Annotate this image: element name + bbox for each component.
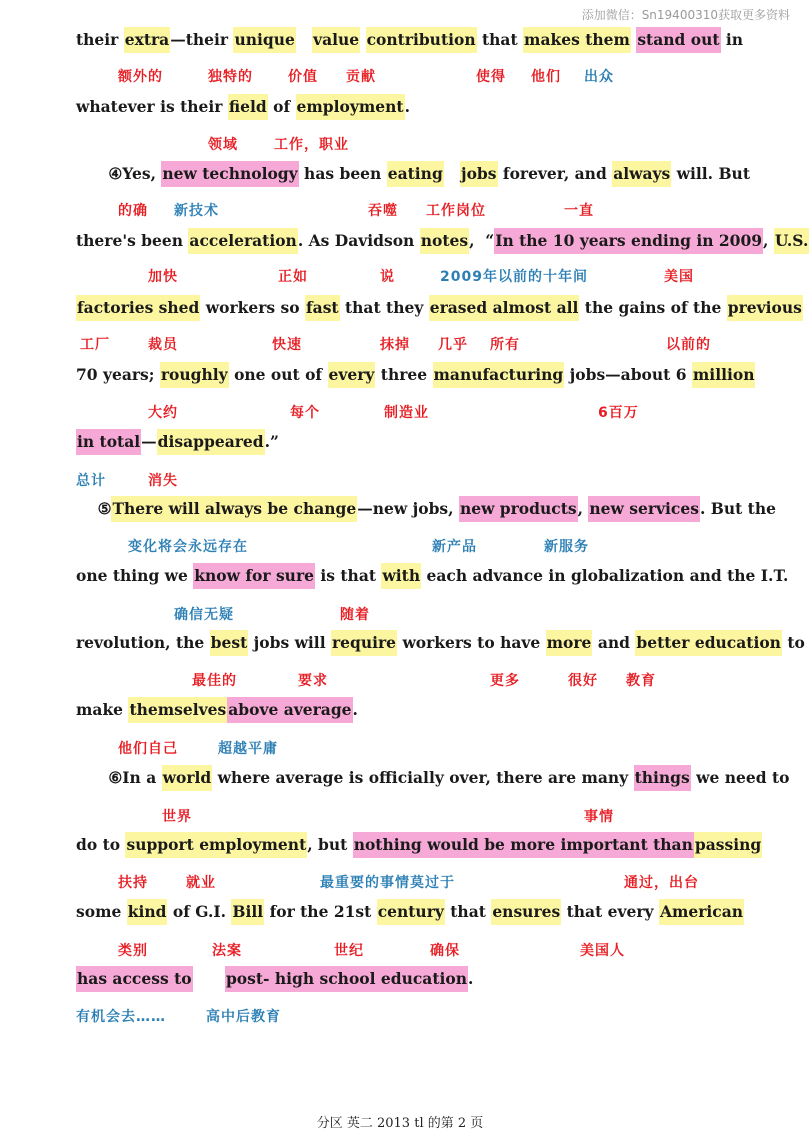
text-run: one thing we <box>76 566 194 585</box>
highlighted-phrase: manufacturing <box>433 362 565 388</box>
translation-note: 就业 <box>186 875 216 891</box>
text-run: ⑤ <box>76 499 112 518</box>
text-line <box>76 630 805 656</box>
translation-note: 新产品 <box>432 539 477 555</box>
highlighted-phrase: previous <box>727 295 803 321</box>
highlighted-phrase: There will always be change <box>111 496 357 522</box>
text-run <box>296 27 312 53</box>
text-run: for the 21st <box>264 902 377 921</box>
page-footer: 分区 英二 2013 tl 的第 2 页 <box>316 1116 484 1131</box>
highlighted-phrase: extra <box>124 27 170 53</box>
highlighted-phrase: eating <box>387 161 444 187</box>
text-run: forever, and <box>497 164 613 183</box>
text-run: that <box>444 902 492 921</box>
translation-note: 领域 <box>208 137 238 153</box>
translation-note: 的确 <box>118 203 148 219</box>
translation-note: 2009年以前的十年间 <box>440 269 588 285</box>
highlighted-phrase: above average <box>227 697 352 723</box>
text-run: the gains of the <box>579 298 727 317</box>
text-line <box>76 429 279 455</box>
text-run: jobs will <box>248 633 331 652</box>
text-line <box>76 94 410 120</box>
highlighted-phrase: In the 10 years ending in 2009 <box>494 228 763 254</box>
text-run: some <box>76 902 127 921</box>
highlighted-phrase: field <box>228 94 268 120</box>
highlighted-phrase: makes them <box>523 27 631 53</box>
text-run: 70 years; <box>76 365 160 384</box>
translation-note: 快速 <box>272 337 302 353</box>
translation-note: 所有 <box>490 337 520 353</box>
text-run: is that <box>314 566 382 585</box>
translation-note: 使得 <box>476 69 506 85</box>
translation-note: 有机会去…… <box>76 1009 166 1025</box>
translation-note: 高中后教育 <box>206 1009 281 1025</box>
text-run: . <box>352 700 358 719</box>
text-line <box>76 295 803 321</box>
highlighted-phrase: always <box>612 161 671 187</box>
text-run: will. But <box>671 164 750 183</box>
text-run: —new jobs, <box>357 499 459 518</box>
text-run: . <box>404 97 410 116</box>
highlighted-phrase: has access to <box>76 966 193 992</box>
highlighted-phrase: in total <box>76 429 141 455</box>
highlighted-phrase: support employment <box>125 832 307 858</box>
highlighted-phrase: factories shed <box>76 295 200 321</box>
translation-note: 几乎 <box>438 337 468 353</box>
translation-note: 超越平庸 <box>218 741 278 757</box>
translation-note: 6百万 <box>598 405 639 421</box>
text-run: workers so <box>200 298 305 317</box>
text-run: revolution, the <box>76 633 210 652</box>
translation-note: 变化将会永远存在 <box>128 539 248 555</box>
highlighted-phrase: Bill <box>231 899 264 925</box>
translation-note: 要求 <box>298 673 328 689</box>
highlighted-phrase: employment <box>296 94 405 120</box>
text-run: their <box>76 30 124 49</box>
highlighted-phrase: new services <box>588 496 700 522</box>
highlighted-phrase: kind <box>127 899 168 925</box>
text-run: , “ <box>469 231 495 250</box>
highlighted-phrase: unique <box>233 27 295 53</box>
translation-note: 独特的 <box>208 69 253 85</box>
translation-note: 制造业 <box>384 405 429 421</box>
text-run: of G.I. <box>167 902 232 921</box>
translation-note: 贡献 <box>346 69 376 85</box>
text-run <box>444 161 460 187</box>
translation-note: 随着 <box>340 607 370 623</box>
translation-note: 出众 <box>584 69 614 85</box>
text-line <box>76 697 358 723</box>
text-run: in <box>720 30 744 49</box>
translation-note: 美国人 <box>580 943 625 959</box>
translation-note: 吞噬 <box>368 203 398 219</box>
highlighted-phrase: value <box>312 27 360 53</box>
translation-note: 世界 <box>162 809 192 825</box>
text-run: —their <box>170 30 234 49</box>
text-line <box>76 765 789 791</box>
translation-note: 抹掉 <box>380 337 410 353</box>
translation-note: 他们自己 <box>118 741 178 757</box>
highlighted-phrase: notes <box>420 228 469 254</box>
text-run: . <box>468 969 474 988</box>
translation-note: 以前的 <box>666 337 711 353</box>
highlighted-phrase: with <box>381 563 421 589</box>
text-run <box>193 966 225 992</box>
translation-note: 价值 <box>288 69 318 85</box>
text-run: there's been <box>76 231 189 250</box>
text-run: one out of <box>228 365 328 384</box>
translation-note: 确保 <box>430 943 460 959</box>
text-line <box>76 362 755 388</box>
text-run: that they <box>339 298 429 317</box>
text-run: that <box>476 30 524 49</box>
text-line <box>76 899 744 925</box>
text-run: . But the <box>699 499 776 518</box>
highlighted-phrase: American <box>659 899 744 925</box>
text-line <box>76 161 750 187</box>
translation-note: 确信无疑 <box>174 607 234 623</box>
translation-note: 正如 <box>278 269 308 285</box>
translation-note: 一直 <box>564 203 594 219</box>
translation-note: 总计 <box>76 473 106 489</box>
highlighted-phrase: world <box>162 765 213 791</box>
translation-note: 通过，出台 <box>624 875 699 891</box>
highlighted-phrase: stand out <box>636 27 720 53</box>
highlighted-phrase: themselves <box>128 697 227 723</box>
translation-note: 法案 <box>212 943 242 959</box>
text-run: where average is officially over, there are many <box>212 768 634 787</box>
translation-note: 教育 <box>626 673 656 689</box>
text-run: , <box>577 499 589 518</box>
translation-note: 事情 <box>584 809 614 825</box>
translation-note: 他们 <box>531 69 561 85</box>
translation-note: 工厂 <box>80 337 110 353</box>
highlighted-phrase: U.S. <box>774 228 809 254</box>
text-run: — <box>141 432 157 451</box>
translation-note: 工作，职业 <box>274 137 349 153</box>
text-line <box>76 563 788 589</box>
text-run: that every <box>561 902 659 921</box>
text-run: make <box>76 700 129 719</box>
text-run: each advance in globalization and the I.T. <box>421 566 789 585</box>
translation-note: 大约 <box>148 405 178 421</box>
highlighted-phrase: new technology <box>161 161 298 187</box>
text-run: workers to have <box>397 633 546 652</box>
translation-note: 最佳的 <box>192 673 237 689</box>
translation-note: 加快 <box>148 269 178 285</box>
translation-note: 新服务 <box>544 539 589 555</box>
highlighted-phrase: disappeared <box>157 429 265 455</box>
translation-note: 额外的 <box>118 69 163 85</box>
text-run: jobs—about 6 <box>564 365 692 384</box>
text-run: has been <box>298 164 387 183</box>
text-line <box>76 966 473 992</box>
translation-note: 工作岗位 <box>426 203 486 219</box>
translation-note: 最重要的事情莫过于 <box>320 875 455 891</box>
text-run: and <box>592 633 636 652</box>
highlighted-phrase: roughly <box>160 362 229 388</box>
translation-note: 新技术 <box>174 203 219 219</box>
highlighted-phrase: million <box>692 362 756 388</box>
translation-note: 更多 <box>490 673 520 689</box>
text-run: ④Yes, <box>76 164 162 183</box>
text-run: , but <box>307 835 353 854</box>
highlighted-phrase: require <box>331 630 397 656</box>
translation-note: 类别 <box>118 943 148 959</box>
highlighted-phrase: nothing would be more important than <box>353 832 694 858</box>
text-run: we need to <box>690 768 790 787</box>
highlighted-phrase: fast <box>305 295 340 321</box>
translation-note: 扶持 <box>118 875 148 891</box>
translation-note: 说 <box>380 269 395 285</box>
highlighted-phrase: best <box>210 630 249 656</box>
highlighted-phrase: jobs <box>460 161 498 187</box>
highlighted-phrase: acceleration <box>188 228 297 254</box>
translation-note: 每个 <box>290 405 320 421</box>
text-line <box>76 27 743 53</box>
text-run: do to <box>76 835 126 854</box>
translation-note: 消失 <box>148 473 178 489</box>
text-run: , <box>763 231 774 250</box>
text-run: . As Davidson <box>297 231 420 250</box>
translation-note: 世纪 <box>334 943 364 959</box>
highlighted-phrase: century <box>377 899 445 925</box>
highlighted-phrase: better education <box>635 630 782 656</box>
translation-note: 美国 <box>664 269 694 285</box>
highlighted-phrase: know for sure <box>193 563 315 589</box>
text-run: ⑥In a <box>76 768 162 787</box>
text-line <box>76 832 762 858</box>
highlighted-phrase: every <box>328 362 376 388</box>
translation-note: 很好 <box>568 673 598 689</box>
highlighted-phrase: new products <box>459 496 578 522</box>
translation-note: 裁员 <box>148 337 178 353</box>
text-line <box>76 496 776 522</box>
text-run: to <box>781 633 805 652</box>
text-run: three <box>375 365 433 384</box>
highlighted-phrase: things <box>634 765 691 791</box>
text-run: of <box>267 97 296 116</box>
watermark: 添加微信：Sn19400310获取更多资料 <box>581 8 790 22</box>
text-line <box>76 228 809 254</box>
highlighted-phrase: more <box>546 630 593 656</box>
highlighted-phrase: contribution <box>366 27 477 53</box>
highlighted-phrase: passing <box>694 832 762 858</box>
highlighted-phrase: ensures <box>491 899 561 925</box>
text-run: whatever is their <box>76 97 228 116</box>
highlighted-phrase: erased almost all <box>429 295 580 321</box>
text-run: .” <box>264 432 279 451</box>
highlighted-phrase: post- high school education <box>225 966 468 992</box>
